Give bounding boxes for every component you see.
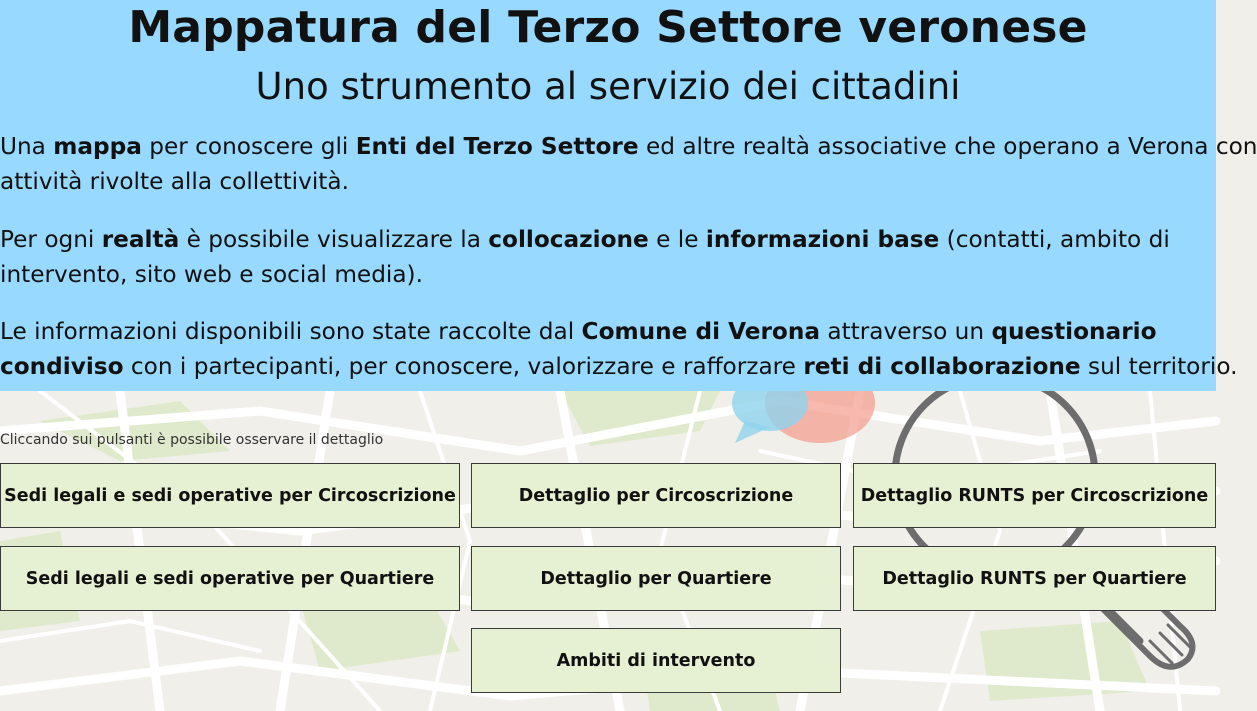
intro-paragraph-3: Le informazioni disponibili sono state raccolte dal Comune di Verona attraverso un questionario condiviso con i partecipanti, per conoscere, valorizzare e rafforzare reti di collaborazione sul territorio. [0,318,1238,380]
intro-paragraph-2: Per ogni realtà è possibile visualizzare la collocazione e le informazioni base (contatti, ambito di intervento, sito web e social media). [0,226,1170,288]
runts-circoscrizione-button[interactable]: Dettaglio RUNTS per Circoscrizione [853,463,1216,528]
runts-quartiere-button[interactable]: Dettaglio RUNTS per Quartiere [853,546,1216,611]
buttons-hint: Cliccando sui pulsanti è possibile osservare il dettaglio [0,432,384,448]
dettaglio-circoscrizione-button[interactable]: Dettaglio per Circoscrizione [471,463,841,528]
ambiti-intervento-button[interactable]: Ambiti di intervento [471,628,841,693]
page-subtitle: Uno strumento al servizio dei cittadini [255,65,961,108]
sedi-quartiere-button[interactable]: Sedi legali e sedi operative per Quartiere [0,546,460,611]
page-title: Mappatura del Terzo Settore veronese [128,2,1088,53]
intro-paragraph-1: Una mappa per conoscere gli Enti del Terzo Settore ed altre realtà associative che operano a Verona con attività rivolte alla collettività. [0,133,1257,195]
sedi-circoscrizione-button[interactable]: Sedi legali e sedi operative per Circoscrizione [0,463,460,528]
dettaglio-quartiere-button[interactable]: Dettaglio per Quartiere [471,546,841,611]
